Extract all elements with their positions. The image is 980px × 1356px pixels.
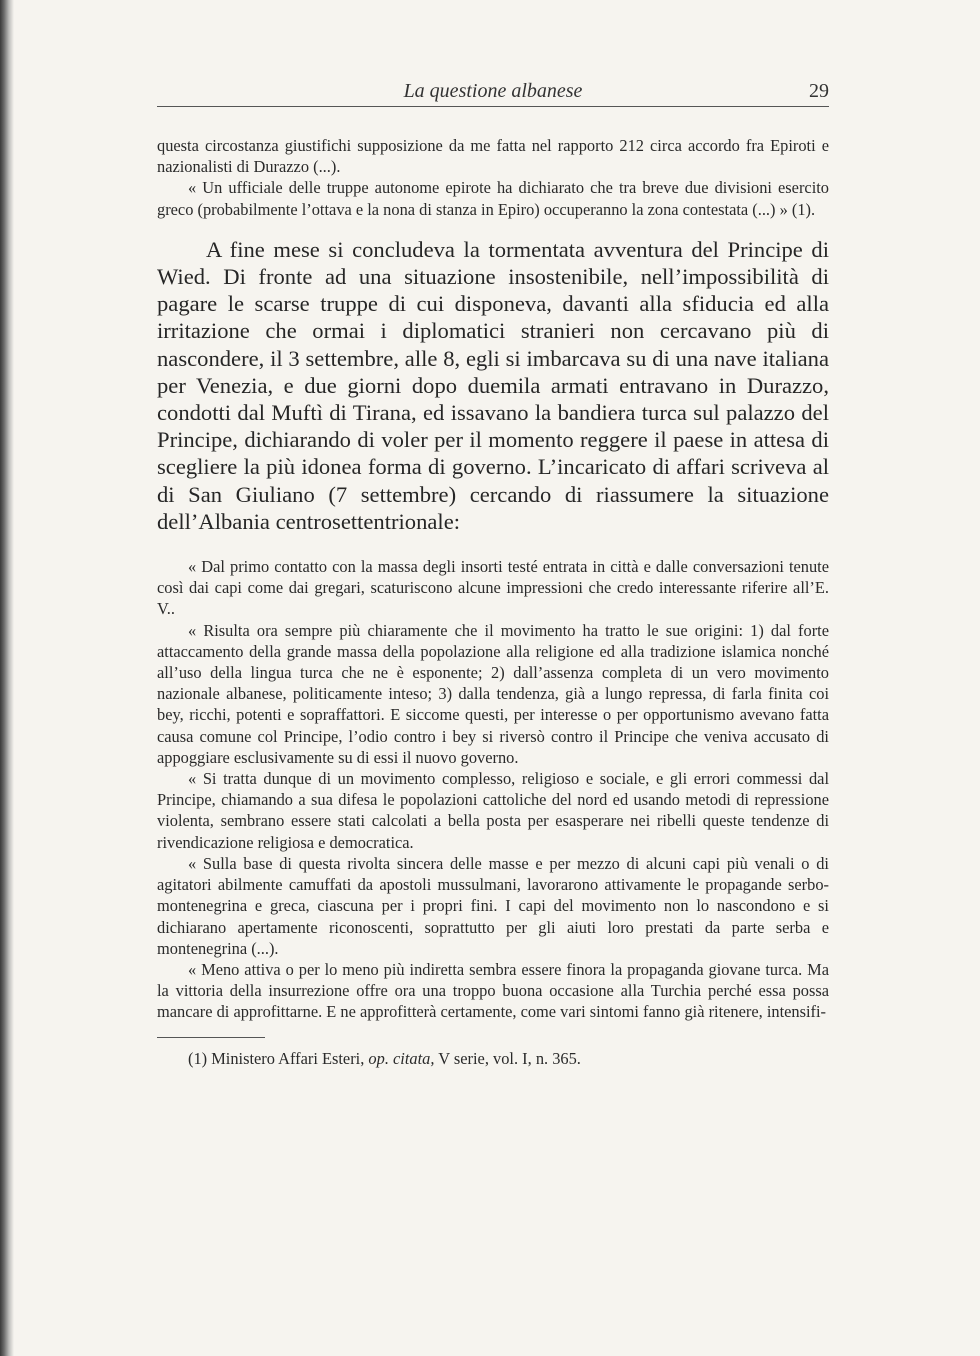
running-title: La questione albanese — [403, 80, 583, 102]
quote-paragraph-1: « Dal primo contatto con la massa degli insorti testé entrata in città e dalle conversazioni tenute così dai capi come dai gregari, scaturiscono alcune impressioni che credo interessante riferire all’E. V.. — [157, 557, 829, 619]
footnote-italic: op. citata, — [368, 1048, 435, 1068]
quote-block — [157, 556, 829, 1022]
quote-paragraph-5: « Meno attiva o per lo meno più indiretta sembra essere finora la propaganda giovane turca. Ma la vittoria della insurrezione offre ora una troppo buona occasione alla Turchia perché essa possa mancare di approfittarne. E ne approfitterà certamente, come vari sintomi fanno già ritenere, intensifi- — [157, 959, 829, 1022]
footnote-divider — [157, 1037, 265, 1038]
quote-paragraph-3: « Si tratta dunque di un movimento complesso, religioso e sociale, e gli errori commessi dal Principe, chiamando a sua difesa le popolazioni cattoliche del nord ed usando metodi di repressione violenta, sembrano essere stati calcolati a bella posta per esasperare nei ribelli queste tendenze di rivendicazione religiosa e democratica. — [157, 769, 829, 852]
page-number: 29 — [809, 80, 829, 102]
quote-paragraph-2: « Risulta ora sempre più chiaramente che il movimento ha tratto le sue origini: 1) dal forte attaccamento della grande massa della popolazione alla religione ed alla tradizione islamica nonché all’uso della lingua turca che ne è esponente; 2) dall’assenza completa di un vero movimento nazionale albanese, politicamente inteso; 3) dalla tendenza, già a lungo repressa, di farla finita coi bey, ricchi, potenti e sopraffattori. E siccome questi, per interesse o per opportunismo avevano fatta causa comune col Principe, l’odio contro i bey si riversò contro il Principe che veniva accusato di appoggiare esclusivamente su di essi il nuovo governo. — [157, 620, 829, 767]
footnote-suffix: V serie, vol. I, n. 365. — [438, 1048, 581, 1068]
book-page — [157, 80, 829, 1069]
intro-quote-block — [157, 135, 829, 220]
footnote — [157, 1048, 829, 1069]
intro-paragraph-1: questa circostanza giustifichi supposizione da me fatta nel rapporto 212 circa accordo fra Epiroti e nazionalisti di Durazzo (...). — [157, 136, 829, 177]
intro-paragraph-2: « Un ufficiale delle truppe autonome epirote ha dichiarato che tra breve due divisioni esercito greco (probabilmente l’ottava e la nona di stanza in Epiro) occuperanno la zona contestata (...) » (1). — [157, 178, 829, 219]
main-paragraph: A fine mese si concludeva la tormentata avventura del Principe di Wied. Di fronte ad una situazione insostenibile, nell’impossibilità di pagare le scarse truppe di cui disponeva, davanti alla sfiducia ed alla irritazione che ormai i diplomatici stranieri non cercavano più di nascondere, il 3 settembre, alle 8, egli si imbarcava su di una nave italiana per Venezia, e due giorni dopo duemila armati entravano in Durazzo, condotti dal Muftì di Tirana, ed issavano la bandiera turca sul palazzo del Principe, dichiarando di voler per il momento reggere il paese in attesa di scegliere la più idonea forma di governo. L’incaricato di affari scriveva al di San Giuliano (7 settembre) cercando di riassumere la situazione dell’Albania centrosettentrionale: — [157, 236, 829, 534]
quote-paragraph-4: « Sulla base di questa rivolta sincera delle masse e per mezzo di alcuni capi più venali o di agitatori abilmente camuffati da apostoli mussulmani, lavorarono attivamente le propagande serbo-montenegrina e greca, ciascuna per i propri fini. I capi del movimento non lo nascondono e si dichiarano apertamente riconoscenti, soprattutto per gli aiuti loro prestati da parte serba e montenegrina (...). — [157, 853, 829, 958]
book-spine-shadow — [0, 0, 14, 1356]
running-header — [157, 80, 829, 107]
footnote-prefix: (1) Ministero Affari Esteri, — [188, 1048, 365, 1068]
